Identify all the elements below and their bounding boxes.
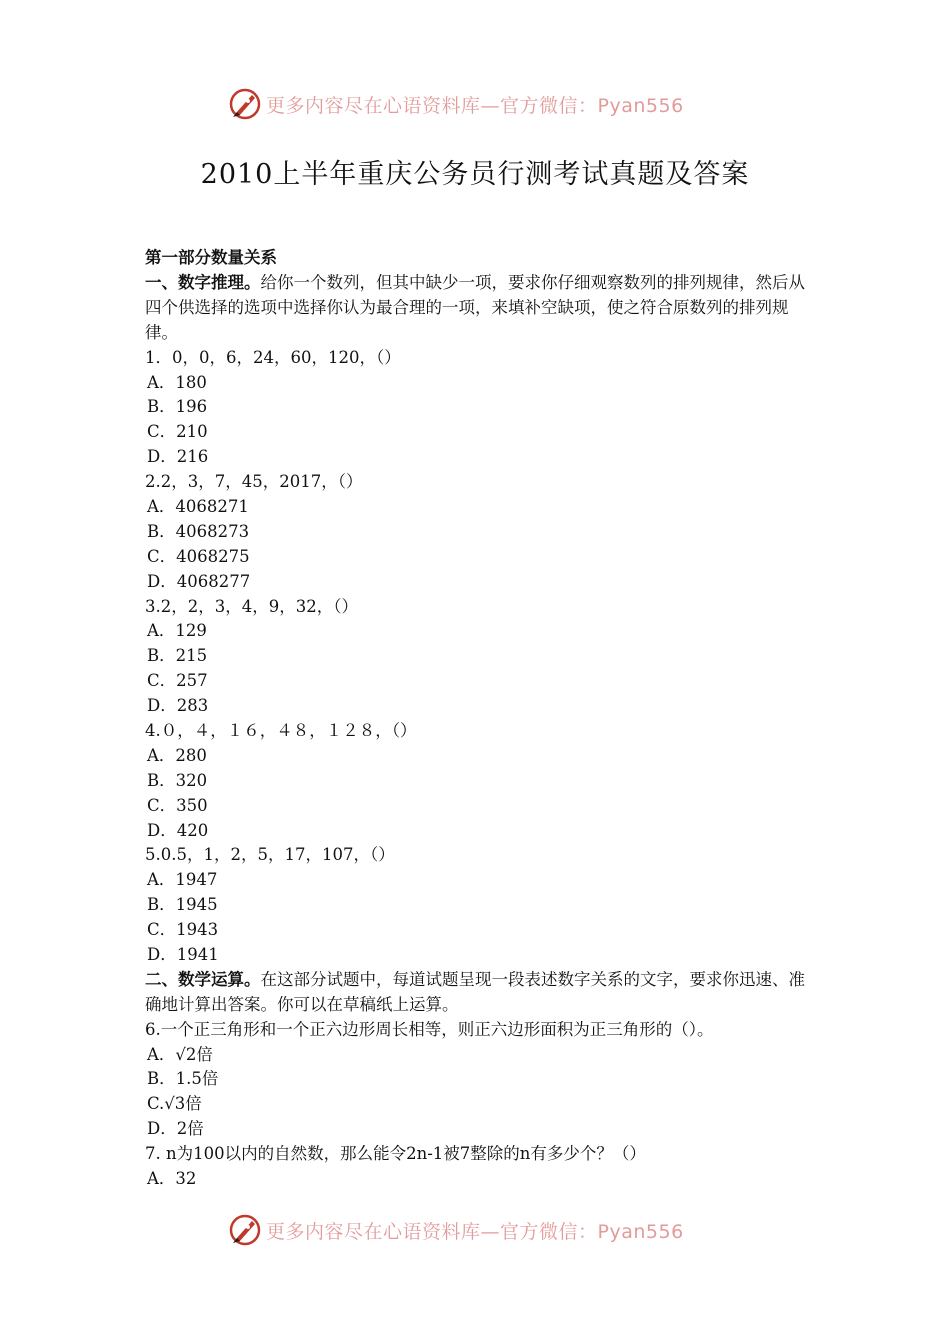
answer-option: C．4068275 [147, 546, 250, 566]
question-stem: 6.一个正三角形和一个正六边形周长相等，则正六边形面积为正三角形的（）。 [145, 1019, 714, 1039]
question-stem: 5.0.5，1，2，5，17，107，（） [145, 845, 395, 865]
answer-option: B．215 [147, 646, 208, 666]
answer-option: C．257 [147, 671, 208, 691]
answer-option: B．4068273 [147, 521, 250, 541]
answer-option: C．350 [147, 795, 208, 815]
question-stem: 4.０，４，１６，４８，１２８，（） [145, 720, 417, 740]
banner-wechat: Pyan556 [597, 1220, 684, 1243]
pen-logo-icon [228, 87, 262, 121]
section-text: 给你一个数列，但其中缺少一项，要求你仔细观察数列的排列规律，然后从四个供选择的选项中选择你认为最合理的一项，来填补空缺项，使之符合原数列的排列规律。 [145, 272, 805, 342]
question-stem: 1．0，0，6，24，60，120，（） [145, 347, 401, 367]
banner-text: 更多内容尽在心语资料库—官方微信： [266, 94, 598, 117]
answer-option: A．4068271 [147, 496, 249, 516]
answer-option: A．180 [147, 372, 207, 392]
answer-option: B．196 [147, 397, 208, 417]
answer-option: C.√3倍 [147, 1094, 202, 1114]
part-heading: 第一部分数量关系 [145, 248, 277, 267]
header-banner [228, 86, 728, 122]
answer-option: B．1945 [147, 895, 218, 915]
document-body [145, 246, 815, 1192]
answer-option: B．320 [147, 770, 208, 790]
footer-banner [228, 1212, 728, 1248]
section-intro [145, 968, 815, 1018]
answer-option: A．1947 [147, 870, 218, 890]
section-label: 一、数字推理。 [145, 272, 261, 292]
answer-option: A．32 [147, 1169, 197, 1189]
answer-option: C．1943 [147, 920, 219, 940]
question-stem: 7. n为100以内的自然数，那么能令2n-1被7整除的n有多少个？（） [145, 1144, 646, 1164]
section-intro [145, 271, 815, 346]
section-label: 二、数学运算。 [145, 969, 261, 989]
answer-option: B．1.5倍 [147, 1069, 219, 1089]
question-stem: 2.2，3，7，45，2017，（） [145, 472, 363, 492]
answer-option: A．129 [147, 621, 207, 641]
answer-option: C．210 [147, 422, 208, 442]
answer-option: A．√2倍 [147, 1044, 213, 1064]
answer-option: D．216 [147, 447, 209, 467]
answer-option: D．420 [147, 820, 209, 840]
answer-option: A．280 [147, 745, 207, 765]
answer-option: D．1941 [147, 944, 219, 964]
banner-text: 更多内容尽在心语资料库—官方微信： [266, 1220, 598, 1243]
page-title: 2010上半年重庆公务员行测考试真题及答案 [200, 159, 750, 190]
answer-option: D．2倍 [147, 1119, 204, 1139]
question-list [145, 346, 815, 968]
question-stem: 3.2，2，3，4，9，32，（） [145, 596, 358, 616]
answer-option: D．4068277 [147, 571, 251, 591]
section-text: 在这部分试题中，每道试题呈现一段表述数字关系的文字，要求你迅速、准确地计算出答案。你可以在草稿纸上运算。 [145, 969, 805, 1014]
banner-wechat: Pyan556 [597, 94, 684, 117]
question-list [145, 1018, 815, 1192]
answer-option: D．283 [147, 696, 209, 716]
pen-logo-icon [228, 1213, 262, 1247]
